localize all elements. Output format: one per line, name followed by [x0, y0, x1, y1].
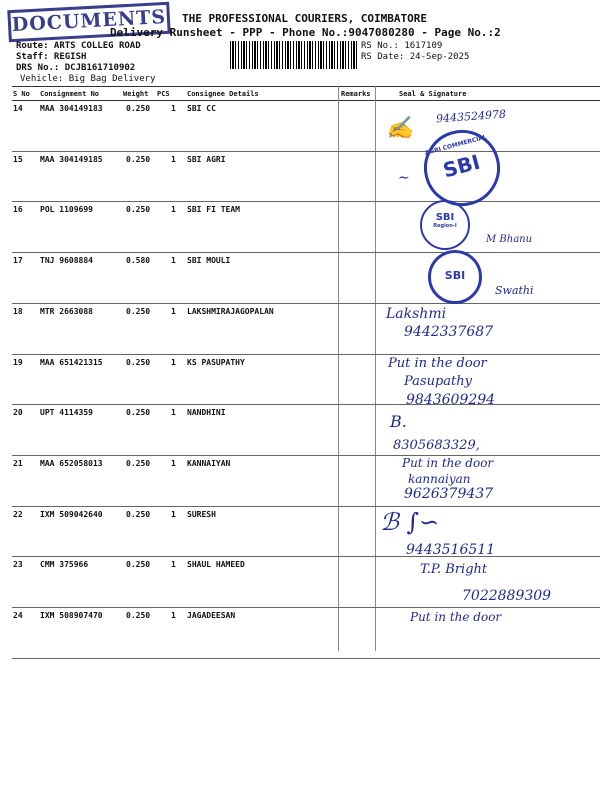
row-sno: 15 [13, 154, 23, 164]
route-text: Route: ARTS COLLEG ROAD [16, 41, 141, 51]
row-divider [12, 303, 600, 304]
row-consignee: KANNAIYAN [187, 458, 231, 468]
row-weight: 0.250 [126, 458, 151, 468]
signature-mark: ✍ [386, 116, 414, 141]
row-consignment-no: CMM 375966 [40, 560, 89, 570]
row-pcs: 1 [171, 104, 176, 113]
row-consignee: NANDHINI [187, 408, 226, 418]
note-handwritten-19: Put in the door [388, 356, 487, 371]
row-consignment-no: TNJ 9608884 [40, 256, 93, 266]
row-sno: 14 [13, 104, 23, 113]
signature-handwritten-17: Swathi [495, 284, 534, 297]
row-pcs: 1 [171, 205, 176, 215]
row-weight: 0.250 [126, 306, 151, 316]
note-handwritten-21: Put in the door [402, 456, 494, 470]
row-consignee: SHAUL HAMEED [187, 560, 245, 570]
row-pcs: 1 [171, 611, 176, 620]
row-pcs: 1 [171, 154, 176, 164]
row-consignment-no: MAA 304149183 [40, 104, 103, 113]
note-handwritten-24: Put in the door [410, 610, 502, 624]
table-header-border [12, 100, 600, 101]
company-title: THE PROFESSIONAL COURIERS, COIMBATORE [182, 12, 428, 25]
remarks-left-divider [338, 86, 339, 651]
phone-handwritten-22: 9443516511 [406, 542, 496, 558]
row-weight: 0.250 [126, 408, 151, 418]
col-remarks: Remarks [341, 90, 371, 98]
signature-handwritten-18: Lakshmi [386, 306, 447, 322]
row-consignment-no: POL 1109699 [40, 205, 93, 215]
row-pcs: 1 [171, 560, 176, 570]
row-weight: 0.250 [126, 205, 151, 215]
name-handwritten-19: Pasupathy [404, 374, 472, 389]
phone-handwritten-19: 9843609294 [406, 392, 496, 408]
signature-handwritten-23: T.P. Bright [420, 562, 488, 577]
row-consignee: JAGADEESAN [187, 611, 236, 620]
signature-mark: ℬ ∫∽ [380, 508, 440, 536]
row-consignment-no: IXM 508907470 [40, 611, 103, 620]
row-weight: 0.250 [126, 509, 151, 519]
row-weight: 0.250 [126, 104, 151, 113]
row-consignment-no: MAA 652058013 [40, 458, 103, 468]
row-consignee: SBI MOULI [187, 256, 231, 266]
sbi-agri-seal: AGRI COMMERCIAL SBI [415, 121, 508, 214]
row-consignee: SBI CC [187, 104, 216, 113]
staff-text: Staff: REGISH [16, 52, 87, 62]
documents-stamp: DOCUMENTS [7, 2, 170, 42]
row-divider [12, 455, 600, 456]
vehicle-text: Vehicle: Big Bag Delivery [20, 74, 156, 84]
signature-handwritten-16: M Bhanu [486, 234, 533, 245]
row-divider [12, 658, 600, 659]
row-pcs: 1 [171, 509, 176, 519]
row-consignment-no: MAA 651421315 [40, 357, 103, 367]
sbi-region-seal: SBI Region-I [420, 200, 470, 250]
barcode-image [230, 41, 357, 69]
name-handwritten-21: kannaiyan [408, 472, 471, 486]
row-pcs: 1 [171, 306, 176, 316]
phone-handwritten-14: 9443524978 [435, 107, 507, 126]
row-sno: 16 [13, 205, 23, 215]
row-divider [12, 404, 600, 405]
row-sno: 23 [13, 560, 23, 570]
row-divider [12, 201, 600, 202]
phone-handwritten-20: 8305683329, [393, 438, 480, 453]
col-seal-signature: Seal & Signature [399, 90, 467, 98]
row-pcs: 1 [171, 256, 176, 266]
col-sno: S No [13, 90, 30, 98]
row-consignment-no: MAA 304149185 [40, 154, 103, 164]
col-weight: Weight [123, 90, 149, 98]
row-divider [12, 506, 600, 507]
signature-mark: B. [390, 412, 407, 431]
rs-number: RS No.: 1617109 [361, 41, 443, 51]
row-pcs: 1 [171, 357, 176, 367]
row-sno: 21 [13, 458, 23, 468]
row-consignment-no: IXM 509042640 [40, 509, 103, 519]
row-weight: 0.250 [126, 560, 151, 570]
signature-mark: ∼ [398, 170, 410, 186]
row-sno: 17 [13, 256, 23, 266]
rs-date: RS Date: 24-Sep-2025 [361, 52, 470, 62]
row-divider [12, 354, 600, 355]
remarks-right-divider [375, 86, 376, 651]
phone-handwritten-21: 9626379437 [404, 486, 494, 502]
row-pcs: 1 [171, 408, 176, 418]
phone-handwritten-23: 7022889309 [462, 588, 552, 604]
row-pcs: 1 [171, 458, 176, 468]
row-consignee: SBI FI TEAM [187, 205, 240, 215]
row-divider [12, 607, 600, 608]
drs-number: DRS No.: DCJB161710902 [16, 63, 136, 73]
row-divider [12, 252, 600, 253]
sbi-mouli-seal: SBI [428, 250, 482, 304]
phone-handwritten-18: 9442337687 [404, 324, 494, 340]
row-consignment-no: UPT 4114359 [40, 408, 93, 418]
row-sno: 18 [13, 306, 23, 316]
row-weight: 0.250 [126, 154, 151, 164]
row-consignee: SURESH [187, 509, 216, 519]
row-divider [12, 151, 600, 152]
row-consignee: KS PASUPATHY [187, 357, 245, 367]
row-weight: 0.250 [126, 611, 151, 620]
row-sno: 19 [13, 357, 23, 367]
col-consignment: Consignment No [40, 90, 100, 98]
row-consignment-no: MTR 2663088 [40, 306, 93, 316]
row-weight: 0.580 [126, 256, 151, 266]
col-consignee: Consignee Details [187, 90, 259, 98]
row-sno: 24 [13, 611, 23, 620]
row-sno: 20 [13, 408, 23, 418]
row-divider [12, 556, 600, 557]
table-top-border [12, 86, 600, 87]
row-weight: 0.250 [126, 357, 151, 367]
row-consignee: LAKSHMIRAJAGOPALAN [187, 306, 274, 316]
row-sno: 22 [13, 509, 23, 519]
col-pcs: PCS [157, 90, 170, 98]
row-consignee: SBI AGRI [187, 154, 226, 164]
runsheet-subtitle: Delivery Runsheet - PPP - Phone No.:9047080280 - Page No.:2 [110, 26, 501, 39]
